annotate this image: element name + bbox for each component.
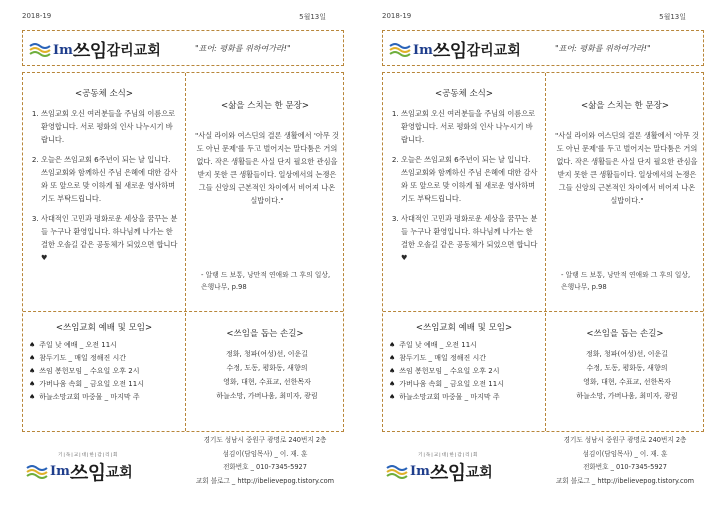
quote-text: "사실 라이와 여스딘의 결론 생활에서 '아무 것도 아닌 문제'를 두고 벌어지는 말다툼은 거의 없다. 작은 생활들은 사실 단지 필요한 관심을 받지 못한 큰 생활들이다. 일상에서의 논쟁은 그들 신앙의 근본적인 차이에서 비어져 나온 실밥이다." (555, 131, 699, 205)
footer-logo (26, 452, 133, 485)
waves-icon (386, 464, 408, 480)
schedule-list (29, 339, 181, 404)
logo-im: Im (53, 42, 73, 58)
bulletin-week: 5월13일 (299, 13, 326, 21)
schedule-item: ♠ 참두기도 _ 매일 정해진 시간 (29, 352, 181, 365)
footer-logo (386, 452, 493, 485)
schedule-item: ♠ 주일 낮 예배 _ 오전 11시 (389, 339, 541, 352)
logo-name: 쓰임 (72, 41, 107, 62)
footer-mini-text: 기|독|교|대|한|감|리|회 (418, 453, 479, 458)
quote-source: - 알랭 드 보통, 낭만적 연애와 그 후의 일상, 은행나무, p.98 (561, 271, 691, 291)
news-list (389, 107, 539, 271)
bulletin-week: 5월13일 (659, 13, 686, 21)
schedule-title: <쓰임교회 예배 및 모임> (55, 323, 153, 333)
bulletin-page-right (364, 0, 716, 508)
news-item: 1. 쓰임교회 오신 여러분들을 주님의 이름으로 환영합니다. 서로 평화의 인사 나누시기 바랍니다. (401, 107, 539, 146)
bulletin-page-left (4, 0, 356, 508)
blog-link[interactable]: 교회 블로그 _ http://ibelievepog.tistory.com (195, 476, 335, 485)
content-grid (22, 72, 344, 432)
schedule-item: ♠ 주일 낮 예배 _ 오전 11시 (29, 339, 181, 352)
phone-number: 전화번호 _ 010-7345-5927 (583, 463, 667, 471)
footer-mini-text: 기|독|교|대|한|감|리|회 (58, 453, 119, 458)
schedule-item: ♠ 쓰임 봉헌모임 _ 수요일 오후 2시 (29, 365, 181, 378)
schedule-item: ♠ 가버나움 속회 _ 금요일 오전 11시 (389, 378, 541, 391)
footer-info (540, 434, 710, 488)
divider-horizontal (23, 311, 343, 312)
motto: "표어: 평화를 위하여가라!" (555, 44, 651, 53)
news-item: 3. 사대적인 고민과 평화로운 세상을 꿈꾸는 분들 누구나 환영입니다. 하나님께 나가는 한결한 오솔길 같은 공동체가 되었으면 합니다 ♥ (41, 212, 179, 264)
divider-vertical (545, 73, 546, 431)
church-logo (389, 37, 521, 63)
helpers-line: 하늘소망, 가버나움, 최미자, 광림 (216, 392, 318, 400)
helpers-list (555, 347, 699, 403)
pastor-name: 섬김이(담임목사) _ 이. 재. 훈 (582, 449, 668, 458)
logo-im: Im (50, 464, 70, 479)
blog-link[interactable]: 교회 블로그 _ http://ibelievepog.tistory.com (555, 476, 695, 485)
logo-sub: 감리교회 (466, 43, 521, 59)
helpers-line: 영화, 대현, 수표교, 선한목자 (223, 378, 311, 386)
phone-number: 전화번호 _ 010-7345-5927 (223, 463, 307, 471)
bulletin-date: 2018-19 (382, 12, 412, 20)
news-item: 3. 사대적인 고민과 평화로운 세상을 꿈꾸는 분들 누구나 환영입니다. 하나님께 나가는 한결한 오솔길 같은 공동체가 되었으면 합니다 ♥ (401, 212, 539, 264)
helpers-line: 영화, 대현, 수표교, 선한목자 (583, 378, 671, 386)
helpers-title: <쓰임을 돕는 손길> (226, 329, 304, 339)
waves-icon (29, 42, 51, 58)
quote-text: "사실 라이와 여스딘의 결론 생활에서 '아무 것도 아닌 문제'를 두고 벌어지는 말다툼은 거의 없다. 작은 생활들은 사실 단지 필요한 관심을 받지 못한 큰 생활들이다. 일상에서의 논쟁은 그들 신앙의 근본적인 차이에서 비어져 나온 실밥이다." (195, 131, 339, 205)
helpers-line: 수정, 도동, 평화동, 새향의 (226, 364, 308, 372)
news-item: 1. 쓰임교회 오신 여러분들을 주님의 이름으로 환영합니다. 서로 평화의 인사 나누시기 바랍니다. (41, 107, 179, 146)
logo-im: Im (410, 464, 430, 479)
title-box (382, 30, 704, 66)
news-title: <공동체 소식> (74, 89, 133, 99)
schedule-item: ♠ 하늘소망교회 마중물 _ 마지막 주 (389, 391, 541, 404)
schedule-item: ♠ 하늘소망교회 마중물 _ 마지막 주 (29, 391, 181, 404)
logo-name: 쓰임 (69, 462, 106, 484)
news-list (29, 107, 179, 271)
schedule-title: <쓰임교회 예배 및 모임> (415, 323, 513, 333)
logo-name: 쓰임 (432, 41, 467, 62)
footer-info (180, 434, 350, 488)
logo-name: 쓰임 (429, 462, 466, 484)
helpers-title: <쓰임을 돕는 손길> (586, 329, 664, 339)
logo-sub: 교회 (465, 464, 493, 481)
quote-title: <삶을 스치는 한 문장> (580, 101, 670, 111)
divider-horizontal (383, 311, 703, 312)
news-item: 2. 오늘은 쓰임교회 6주년이 되는 날 입니다. 쓰임교회와 함께하신 주님 은혜에 대한 감사와 또 앞으로 맞 이하게 될 새로운 영사하며 기도 부탁드립니다. (41, 153, 179, 205)
logo-im: Im (413, 42, 433, 58)
content-grid (382, 72, 704, 432)
bulletin-date: 2018-19 (22, 12, 52, 20)
schedule-item: ♠ 쓰임 봉헌모임 _ 수요일 오후 2시 (389, 365, 541, 378)
schedule-item: ♠ 참두기도 _ 매일 정해진 시간 (389, 352, 541, 365)
motto: "표어: 평화를 위하여가라!" (195, 44, 291, 53)
divider-vertical (185, 73, 186, 431)
helpers-line: 하늘소망, 가버나움, 최미자, 광림 (576, 392, 678, 400)
waves-icon (26, 464, 48, 480)
helpers-line: 정화, 청파(여성)선, 이운길 (586, 350, 668, 358)
pastor-name: 섬김이(담임목사) _ 이. 재. 훈 (222, 449, 308, 458)
church-address: 경기도 성남시 중원구 광명로 240번지 2층 (563, 436, 687, 444)
helpers-line: 수정, 도동, 평화동, 새향의 (586, 364, 668, 372)
schedule-item: ♠ 가버나움 속회 _ 금요일 오전 11시 (29, 378, 181, 391)
helpers-list (195, 347, 339, 403)
waves-icon (389, 42, 411, 58)
logo-sub: 교회 (105, 464, 133, 481)
title-box (22, 30, 344, 66)
church-address: 경기도 성남시 중원구 광명로 240번지 2층 (203, 436, 327, 444)
helpers-line: 정화, 청파(여성)선, 이운길 (226, 350, 308, 358)
quote-source: - 알랭 드 보통, 낭만적 연애와 그 후의 일상, 은행나무, p.98 (201, 271, 331, 291)
church-logo (29, 37, 161, 63)
news-item: 2. 오늘은 쓰임교회 6주년이 되는 날 입니다. 쓰임교회와 함께하신 주님 은혜에 대한 감사와 또 앞으로 맞 이하게 될 새로운 영사하며 기도 부탁드립니다. (401, 153, 539, 205)
news-title: <공동체 소식> (434, 89, 493, 99)
quote-title: <삶을 스치는 한 문장> (220, 101, 310, 111)
logo-sub: 감리교회 (106, 43, 161, 59)
schedule-list (389, 339, 541, 404)
